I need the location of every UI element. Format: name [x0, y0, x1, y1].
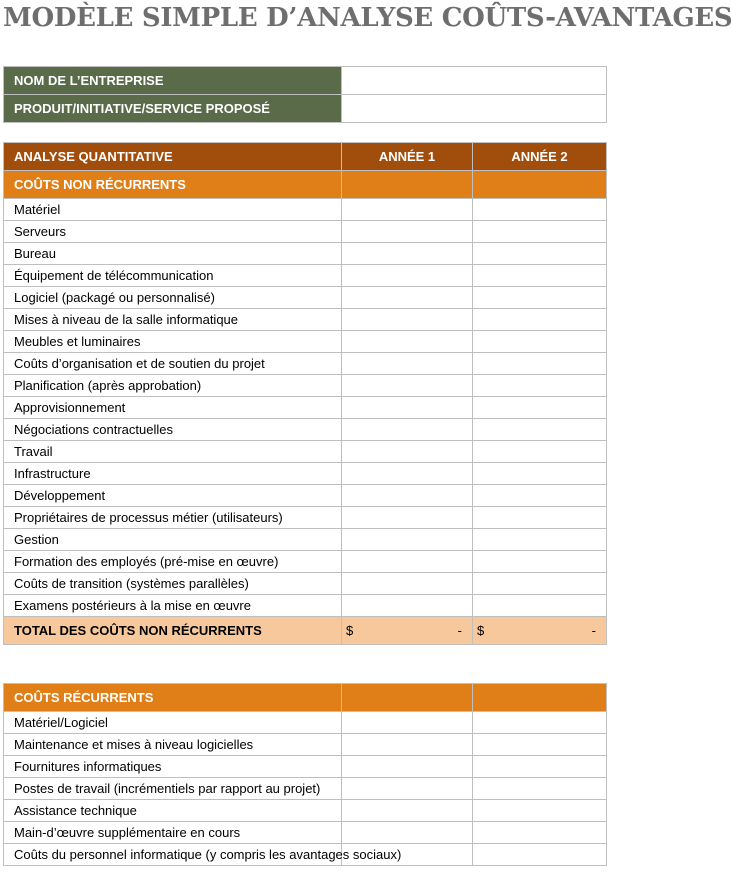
row-label: Approvisionnement: [4, 397, 342, 419]
year1-cell[interactable]: [342, 485, 473, 507]
table-row: [4, 419, 607, 441]
currency-symbol: $: [477, 623, 485, 638]
row-label: Coûts du personnel informatique (y compris les avantages sociaux): [4, 844, 342, 866]
row-label: Planification (après approbation): [4, 375, 342, 397]
row-label: Équipement de télécommunication: [4, 265, 342, 287]
year1-cell[interactable]: [342, 756, 473, 778]
table-row: [4, 551, 607, 573]
section-cell: [342, 684, 473, 712]
year1-cell[interactable]: [342, 353, 473, 375]
table-row: [4, 397, 607, 419]
page-title: MODÈLE SIMPLE D’ANALYSE COÛTS-AVANTAGES: [3, 3, 732, 33]
section-title: COÛTS NON RÉCURRENTS: [4, 171, 342, 199]
total-year2: [473, 617, 607, 645]
year1-cell[interactable]: [342, 463, 473, 485]
table-row: [4, 463, 607, 485]
total-label: TOTAL DES COÛTS NON RÉCURRENTS: [4, 617, 342, 645]
year1-cell[interactable]: [342, 419, 473, 441]
year2-cell[interactable]: [473, 756, 607, 778]
year1-cell[interactable]: [342, 822, 473, 844]
row-label: Développement: [4, 485, 342, 507]
year1-cell[interactable]: [342, 265, 473, 287]
year2-cell[interactable]: [473, 507, 607, 529]
table-row: [4, 243, 607, 265]
section-title: COÛTS RÉCURRENTS: [4, 684, 342, 712]
year1-cell[interactable]: [342, 287, 473, 309]
year1-cell[interactable]: [342, 573, 473, 595]
year2-cell[interactable]: [473, 243, 607, 265]
table-row: [4, 353, 607, 375]
row-label: Serveurs: [4, 221, 342, 243]
year2-cell[interactable]: [473, 778, 607, 800]
row-label: Propriétaires de processus métier (utilisateurs): [4, 507, 342, 529]
year1-cell[interactable]: [342, 375, 473, 397]
row-label: Formation des employés (pré-mise en œuvre): [4, 551, 342, 573]
year2-cell[interactable]: [473, 573, 607, 595]
table-row: [4, 441, 607, 463]
total-year2-value: -: [591, 623, 596, 638]
year1-cell[interactable]: [342, 734, 473, 756]
total-year1-value: -: [457, 623, 462, 638]
row-label: Infrastructure: [4, 463, 342, 485]
row-label: Gestion: [4, 529, 342, 551]
year2-cell[interactable]: [473, 353, 607, 375]
table-row: [4, 800, 607, 822]
year2-cell[interactable]: [473, 441, 607, 463]
year2-cell[interactable]: [473, 199, 607, 221]
year1-cell[interactable]: [342, 507, 473, 529]
row-label: Coûts de transition (systèmes parallèles): [4, 573, 342, 595]
year2-cell[interactable]: [473, 800, 607, 822]
year1-cell[interactable]: [342, 309, 473, 331]
row-label: Négociations contractuelles: [4, 419, 342, 441]
year2-cell[interactable]: [473, 551, 607, 573]
company-row: [4, 67, 607, 95]
year2-cell[interactable]: [473, 844, 607, 866]
row-label: Maintenance et mises à niveau logicielles: [4, 734, 342, 756]
section-cell: [473, 684, 607, 712]
year2-cell[interactable]: [473, 529, 607, 551]
year1-cell[interactable]: [342, 800, 473, 822]
section-cell: [342, 171, 473, 199]
year1-cell[interactable]: [342, 551, 473, 573]
header-year1: ANNÉE 1: [342, 143, 473, 171]
year2-cell[interactable]: [473, 734, 607, 756]
year2-cell[interactable]: [473, 375, 607, 397]
year2-cell[interactable]: [473, 397, 607, 419]
section-cell: [473, 171, 607, 199]
year2-cell[interactable]: [473, 265, 607, 287]
recurring-table: [3, 683, 607, 866]
row-label: Coûts d’organisation et de soutien du projet: [4, 353, 342, 375]
table-row: [4, 734, 607, 756]
table-row: [4, 485, 607, 507]
total-year1: [342, 617, 473, 645]
header-analysis: ANALYSE QUANTITATIVE: [4, 143, 342, 171]
year1-cell[interactable]: [342, 243, 473, 265]
currency-symbol: $: [346, 623, 354, 638]
year1-cell[interactable]: [342, 778, 473, 800]
year1-cell[interactable]: [342, 441, 473, 463]
row-label: Matériel/Logiciel: [4, 712, 342, 734]
row-label: Meubles et luminaires: [4, 331, 342, 353]
table-row: [4, 595, 607, 617]
row-label: Mises à niveau de la salle informatique: [4, 309, 342, 331]
row-label: Assistance technique: [4, 800, 342, 822]
product-row: [4, 95, 607, 123]
total-row: [4, 617, 607, 645]
year1-cell[interactable]: [342, 199, 473, 221]
table-row: [4, 265, 607, 287]
row-label: Postes de travail (incrémentiels par rapport au projet): [4, 778, 342, 800]
section-recurring: [4, 684, 607, 712]
table-row: [4, 221, 607, 243]
company-name-field[interactable]: [342, 67, 607, 95]
year1-cell[interactable]: [342, 221, 473, 243]
table-row: [4, 199, 607, 221]
info-table: [3, 66, 607, 123]
year2-cell[interactable]: [473, 419, 607, 441]
row-label: Fournitures informatiques: [4, 756, 342, 778]
table-row: [4, 309, 607, 331]
table-row: [4, 331, 607, 353]
product-field[interactable]: [342, 95, 607, 123]
year1-cell[interactable]: [342, 712, 473, 734]
table-row: [4, 287, 607, 309]
year2-cell[interactable]: [473, 712, 607, 734]
year1-cell[interactable]: [342, 397, 473, 419]
table-header: [4, 143, 607, 171]
table-row: [4, 507, 607, 529]
table-row: [4, 573, 607, 595]
company-label: NOM DE L’ENTREPRISE: [4, 67, 342, 95]
table-row: [4, 822, 607, 844]
year2-cell[interactable]: [473, 595, 607, 617]
year1-cell[interactable]: [342, 331, 473, 353]
year1-cell[interactable]: [342, 529, 473, 551]
year2-cell[interactable]: [473, 463, 607, 485]
year2-cell[interactable]: [473, 287, 607, 309]
year1-cell[interactable]: [342, 595, 473, 617]
row-label: Logiciel (packagé ou personnalisé): [4, 287, 342, 309]
product-label: PRODUIT/INITIATIVE/SERVICE PROPOSÉ: [4, 95, 342, 123]
cost-table: [3, 142, 607, 645]
year2-cell[interactable]: [473, 309, 607, 331]
row-label: Travail: [4, 441, 342, 463]
row-label: Examens postérieurs à la mise en œuvre: [4, 595, 342, 617]
row-label: Main-d’œuvre supplémentaire en cours: [4, 822, 342, 844]
year2-cell[interactable]: [473, 485, 607, 507]
row-label: Bureau: [4, 243, 342, 265]
header-year2: ANNÉE 2: [473, 143, 607, 171]
table-row: [4, 375, 607, 397]
year2-cell[interactable]: [473, 822, 607, 844]
table-row: [4, 712, 607, 734]
section-non-recurring: [4, 171, 607, 199]
row-label: Matériel: [4, 199, 342, 221]
table-row: [4, 778, 607, 800]
table-row: [4, 529, 607, 551]
year2-cell[interactable]: [473, 221, 607, 243]
table-row: [4, 844, 607, 866]
year2-cell[interactable]: [473, 331, 607, 353]
table-row: [4, 756, 607, 778]
